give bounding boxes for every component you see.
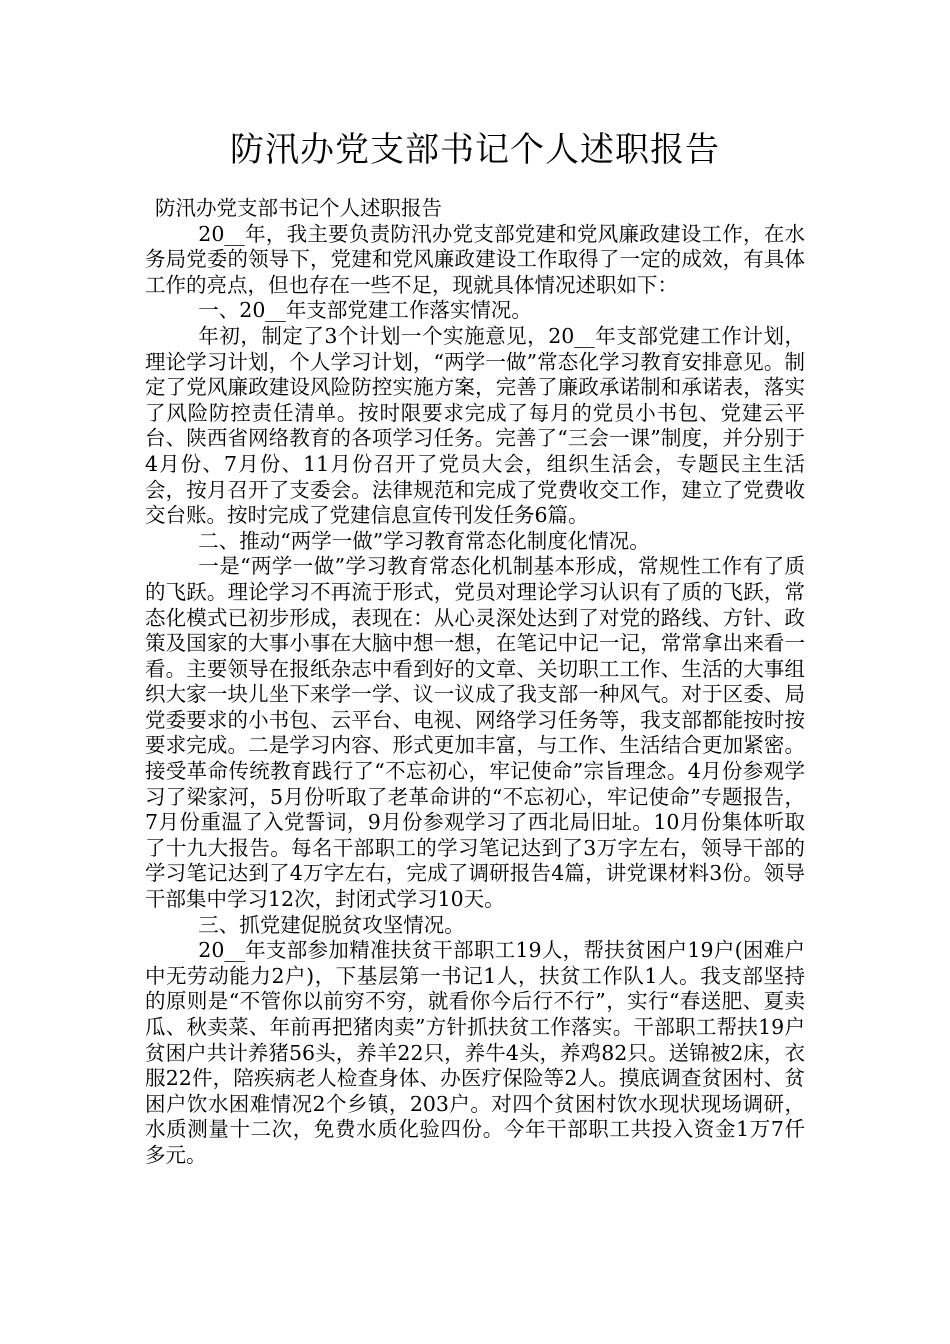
- intro-paragraph: 20__年，我主要负责防汛办党支部党建和党风廉政建设工作，在水务局党委的领导下，党建和党风廉政建设工作取得了一定的成效，有具体工作的亮点，但也存在一些不足，现就具体情况述职如下：: [145, 221, 805, 297]
- section-paragraph-3: 20__年支部参加精准扶贫干部职工19人，帮扶贫困户19户(困难户中无劳动能力2户)，下基层第一书记1人，扶贫工作队1人。我支部坚持的原则是“不管你以前穷不穷，就看你今后行不行”，实行“春送肥、夏卖瓜、秋卖菜、年前再把猪肉卖”方针抓扶贫工作落实。干部职工帮扶19户贫困户共计养猪56头，养羊22只，养牛4头，养鸡82只。送锦被2床，衣服22件，陪疾病老人检查身体、办医疗保险等2人。摸底调查贫困村、贫困户饮水困难情况2个乡镇，203户。对四个贫困村饮水现状现场调研，水质测量十二次，免费水质化验四份。今年干部职工共投入资金1万7仟多元。: [145, 938, 805, 1167]
- section-heading-3: 三、抓党建促脱贫攻坚情况。: [198, 912, 465, 937]
- section-paragraph-1: 年初，制定了3个计划一个实施意见，20__年支部党建工作计划，理论学习计划，个人学习计划，“两学一做”常态化学习教育安排意见。制定了党风廉政建设风险防控实施方案，完善了廉政承诺制和承诺表，落实了风险防控责任清单。按时限要求完成了每月的党员小书包、党建云平台、陕西省网络教育的各项学习任务。完善了“三会一课”制度，并分别于4月份、7月份、11月份召开了党员大会，组织生活会，专题民主生活会，按月召开了支委会。法律规范和完成了党费收交工作，建立了党费收交台账。按时完成了党建信息宣传刊发任务6篇。: [145, 323, 805, 528]
- section-paragraph-2: 一是“两学一做”学习教育常态化机制基本形成，常规性工作有了质的飞跃。理论学习不再流于形式，党员对理论学习认识有了质的飞跃，常态化模式已初步形成，表现在：从心灵深处达到了对党的路线、方针、政策及国家的大事小事在大脑中想一想，在笔记中记一记，常常拿出来看一看。主要领导在报纸杂志中看到好的文章、关切职工工作、生活的大事组织大家一块儿坐下来学一学、议一议成了我支部一种风气。对于区委、局党委要求的小书包、云平台、电视、网络学习任务等，我支部都能按时按要求完成。二是学习内容、形式更加丰富，与工作、生活结合更加紧密。接受革命传统教育践行了“不忘初心，牢记使命”宗旨理念。4月份参观学习了梁家河，5月份听取了老革命讲的“不忘初心，牢记使命”专题报告，7月份重温了入党誓词，9月份参观学习了西北局旧址。10月份集体听取了十九大报告。每名干部职工的学习笔记达到了3万字左右，领导干部的学习笔记达到了4万字左右，完成了调研报告4篇，讲党课材料3份。领导干部集中学习12次，封闭式学习10天。: [145, 554, 805, 912]
- document-body: [145, 196, 805, 1169]
- document-title: 防汛办党支部书记个人述职报告: [230, 130, 720, 170]
- section-heading-1: 一、20__年支部党建工作落实情况。: [198, 298, 532, 323]
- section-heading-2: 二、推动“两学一做”学习教育常态化制度化情况。: [198, 528, 650, 553]
- document-subtitle: 防汛办党支部书记个人述职报告: [155, 196, 442, 220]
